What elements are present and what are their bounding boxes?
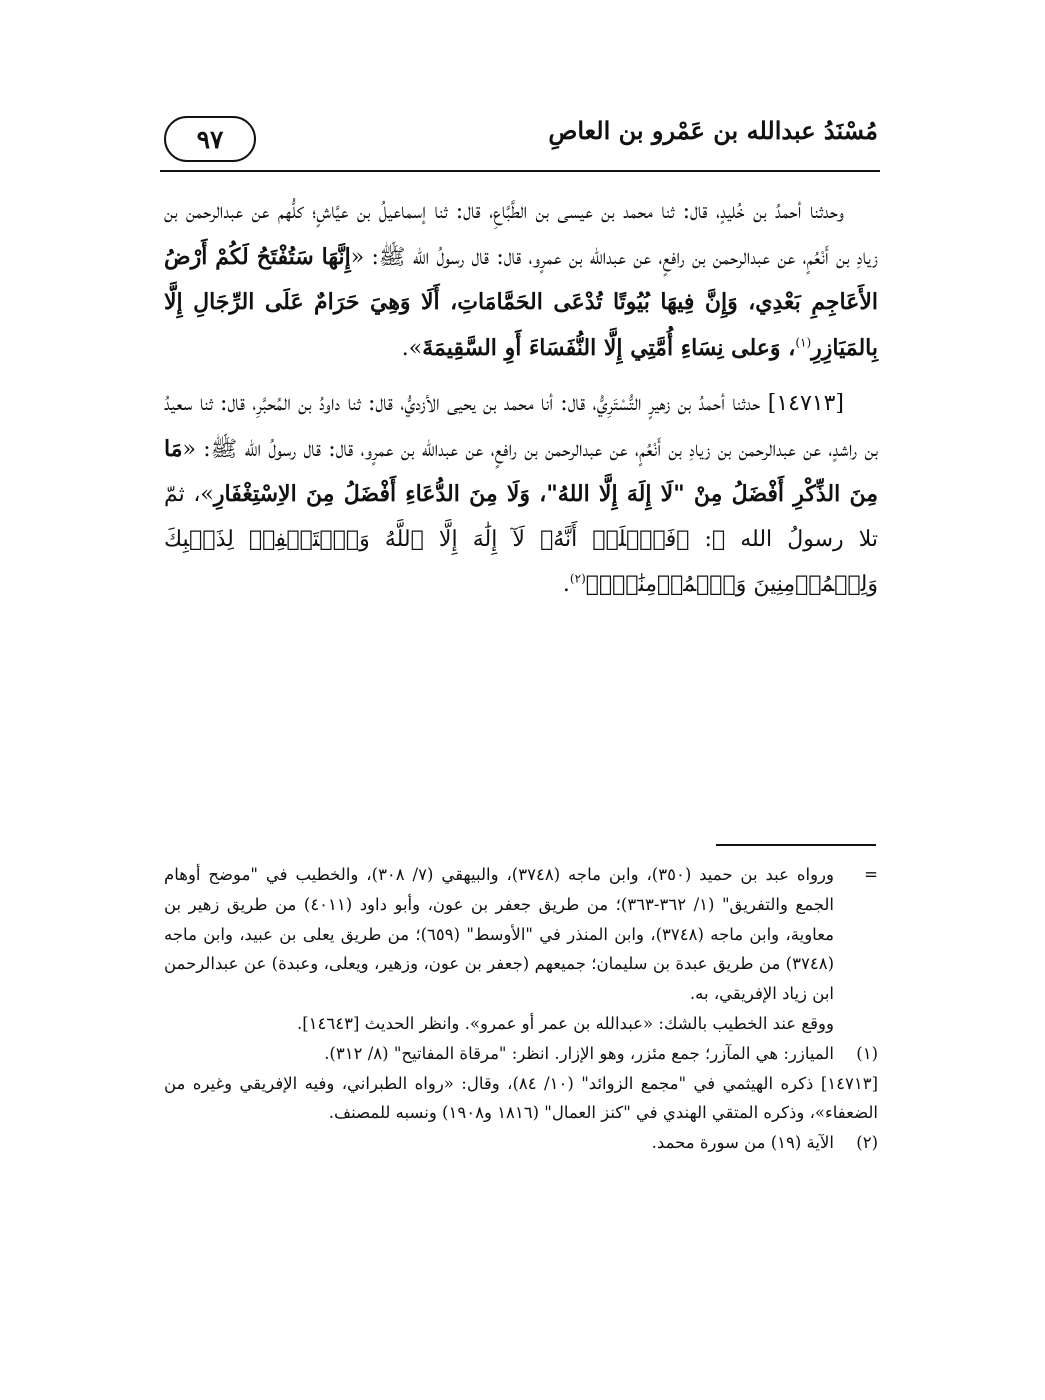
footnote-text: ورواه عبد بن حميد (٣٥٠)، وابن ماجه (٣٧٤٨)، والبيهقي (٧/ ٣٠٨)، والخطيب في "موضح أوهام الجمع والتفريق" (١/ ٣٦٢-٣٦٣)؛ من طريق جعفر بن عون، وأبو داود (٤٠١١) من طريق زهير بن معاوية، وابن ماجه (٣٧٤٨)، وابن المنذر في "الأوسط" (٦٥٩)؛ من طريق يعلى بن عبيد، وابن ماجه (٣٧٤٨) من طريق عبدة بن سليمان؛ جميعهم (جعفر بن عون، وزهير، ويعلى، وعبدة) عن عبدالرحمن ابن زياد الإفريقي، به. — [164, 865, 834, 1004]
footnote-ref-2[interactable]: (٢) — [569, 571, 586, 586]
footnote-ref-1[interactable]: (١) — [795, 335, 812, 350]
main-text — [164, 190, 878, 607]
narration-text: »، ثمّ تلا رسولُ الله ﷺ: — [164, 482, 879, 552]
footnote-continued-note — [164, 1009, 878, 1039]
footnote-text: الميازر: هي المآزر؛ جمع مئزر، وهو الإزار. انظر: "مرقاة المفاتيح" (٨/ ٣١٢). — [324, 1043, 834, 1063]
hadith-paragraph-1 — [164, 190, 878, 372]
closing-punctuation: ». — [401, 336, 423, 362]
header-divider — [160, 170, 880, 172]
closing-punctuation: . — [562, 571, 570, 597]
footnotes-section — [164, 860, 878, 1158]
running-title: مُسْنَدُ عبدالله بن عَمْرو بن العاصِ — [548, 116, 878, 145]
footnote-2 — [164, 1128, 878, 1158]
footnote-marker: (١) — [856, 1043, 878, 1063]
quran-verse: ﴿فَٱعۡلَمۡ أَنَّهُۥ لَآ إِلَٰهَ إِلَّا ٱللَّهُ وَٱسۡتَغۡفِرۡ لِذَنۢبِكَ وَلِلۡمُؤۡمِنِينَ وَٱلۡمُؤۡمِنَٰتِۗ﴾ — [164, 526, 878, 597]
footnote-continued — [164, 860, 878, 1009]
footnote-marker: = — [864, 865, 878, 884]
footnote-marker: (٢) — [856, 1133, 878, 1153]
footnote-hadith-14713 — [164, 1069, 878, 1129]
footnote-text: ذكره الهيثمي في "مجمع الزوائد" (١٠/ ٨٤)، وقال: «رواه الطبراني، وفيه الإفريقي وغيره من الضعفاء»، وذكره المتقي الهندي في "كنز العمال" (١٨١٦ و١٩٠٨) ونسبه للمصنف. — [164, 1073, 878, 1123]
hadith-paragraph-2 — [164, 382, 878, 608]
isnad-text: وحدثنا أحمدُ بن خُليدٍ، قال: ثنا محمد بن عيسى بن الطَّبَّاعِ، قال: ثنا إسماعيلُ بن عيَّاشٍ؛ كلُّهم عن عبدالرحمن بن زيادِ بن أَنْعُمٍ، عن عبدالرحمن بن رافعٍ، عن عبدالله بن عمرٍو، قال: قال رسولُ الله ﷺ: « — [164, 199, 878, 270]
hadith-quote: مَا مِنَ الذِّكْرِ أَفْضَلُ مِنْ "لَا إِلَهَ إِلَّا اللهُ"، وَلَا مِنَ الدُّعَاءِ أَفْضَلُ مِنَ الاِسْتِغْفَارِ — [164, 435, 878, 508]
hadith-quote: إِنَّهَا سَتُفْتَحُ لَكُمْ أَرْضُ الأَعَاجِمِ بَعْدِي، وَإِنَّ فِيهَا بُيُوتًا تُدْعَى الحَمَّامَاتِ، أَلَا وَهِيَ حَرَامٌ عَلَى الرِّجَالِ إِلَّا بِالمَيَازِرِ — [164, 243, 878, 362]
page-number: ٩٧ — [164, 116, 256, 162]
footnote-1 — [164, 1039, 878, 1069]
footnote-marker: [١٤٧١٣] — [820, 1073, 879, 1093]
footnote-divider — [716, 844, 876, 846]
footnote-text: ووقع عند الخطيب بالشك: «عبدالله بن عمر أو عمرو». وانظر الحديث [١٤٦٤٣]. — [296, 1013, 834, 1033]
page-header — [160, 112, 880, 172]
hadith-quote-continued: ، وَعلى نِسَاءِ أُمَّتِي إِلَّا النُّفَسَاءَ أَوِ السَّقِيمَةَ — [422, 335, 796, 362]
isnad-text: [١٤٧١٣] حدثنا أحمدُ بن زهيرٍ التُّسْتَرِيُّ، قال: أنا محمد بن يحيى الأزديُّ، قال: ثنا داودُ بن المُحبَّرِ، قال: ثنا سعيدُ بن راشدٍ، عن عبدالرحمن بن زيادِ بن أَنْعُمٍ، عن عبدالرحمن بن رافعٍ، عن عبدالله بن عمرٍو، قال: قال رسولُ الله ﷺ: « — [164, 390, 878, 462]
footnote-text: الآية (١٩) من سورة محمد. — [651, 1133, 834, 1153]
